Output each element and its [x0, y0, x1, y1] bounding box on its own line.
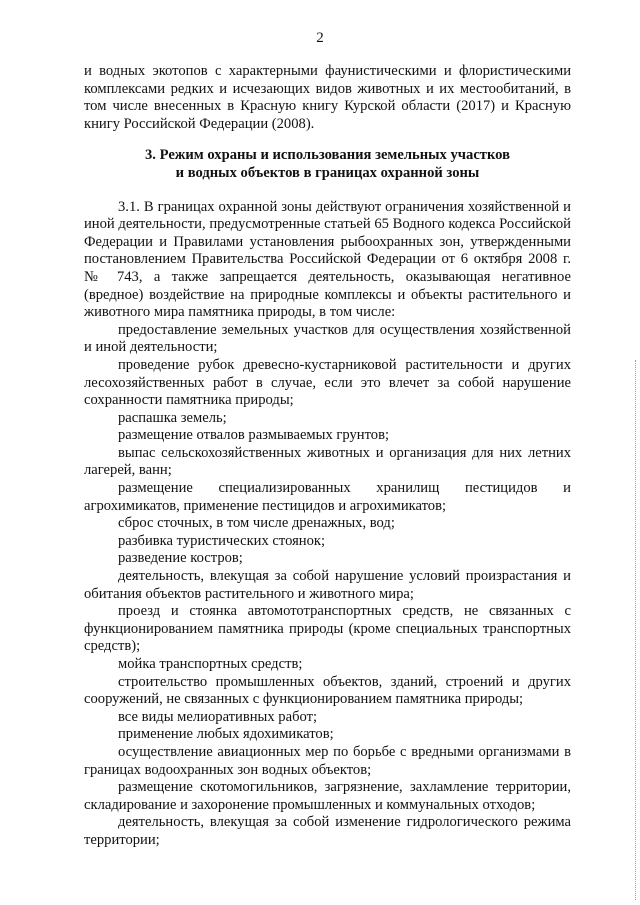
list-item: деятельность, влекущая за собой изменение гидрологического режима территории; — [84, 814, 571, 848]
list-item: разведение костров; — [118, 550, 243, 567]
list-item: разбивка туристических стоянок; — [118, 532, 326, 549]
list-item: выпас сельскохозяйственных животных и организация для них летних лагерей, ванн; — [84, 444, 571, 479]
list-item: предоставление земельных участков для осуществления хозяйственной и иной деятельности; — [84, 321, 571, 356]
list-item: проезд и стоянка автомототранспортных средств, не связанных с функционированием памятника природы (кроме специальных транспортных средств); — [84, 603, 571, 655]
list-item: сброс сточных, в том числе дренажных, вод; — [118, 515, 395, 532]
scan-edge-line — [634, 360, 636, 900]
intro-paragraph: и водных экотопов с характерными фаунистическими и флористическими комплексами редких и исчезающих видов животных и их местообитаний, в том числе внесенных в Красную книгу Курской области (2017) и Красную книгу Российской Федерации (2008). — [84, 63, 571, 132]
list-item: мойка транспортных средств; — [118, 656, 303, 672]
list-item: размещение скотомогильников, загрязнение, захламление территории, складирование и захоронение промышленных и коммунальных отходов; — [84, 779, 571, 813]
list-item: применение любых ядохимикатов; — [118, 726, 334, 743]
section-heading-line-2: и водных объектов в границах охранной зоны — [175, 164, 480, 181]
list-item: распашка земель; — [118, 409, 227, 426]
list-item: осуществление авиационных мер по борьбе с вредными организмами в границах водоохранных зон водных объектов; — [84, 743, 571, 778]
list-item: размещение отвалов размываемых грунтов; — [118, 427, 390, 444]
list-item: проведение рубок древесно-кустарниковой растительности и других лесохозяйственных работ в случае, если это влечет за собой нарушение сохранности памятника природы; — [84, 356, 571, 409]
list-item: все виды мелиоративных работ; — [118, 708, 318, 725]
page-number: 2 — [316, 30, 324, 46]
paragraph-3-1: 3.1. В границах охранной зоны действуют ограничения хозяйственной и иной деятельности, предусмотренные статьей 65 Водного кодекса Российской Федерации и Правилами установления рыбоохранных зон, утвержденными постановлением Правительства Российской Федерации от 6 октября 2008 г. № 743, а также запрещается деятельность, оказывающая негативное (вредное) воздействие на природные комплексы и объекты растительного и животного мира памятника природы, в том числе: — [84, 198, 571, 321]
section-heading-line-1: 3. Режим охраны и использования земельных участков — [145, 147, 510, 164]
document-body — [84, 63, 571, 850]
list-item: деятельность, влекущая за собой нарушение условий произрастания и обитания объектов растительного и животного мира; — [84, 568, 571, 602]
list-item: размещение специализированных хранилищ пестицидов и агрохимикатов, применение пестицидов и агрохимикатов; — [84, 480, 571, 514]
list-item: строительство промышленных объектов, зданий, строений и других сооружений, не связанных с функционированием памятника природы; — [84, 673, 571, 708]
section-heading — [84, 147, 571, 182]
